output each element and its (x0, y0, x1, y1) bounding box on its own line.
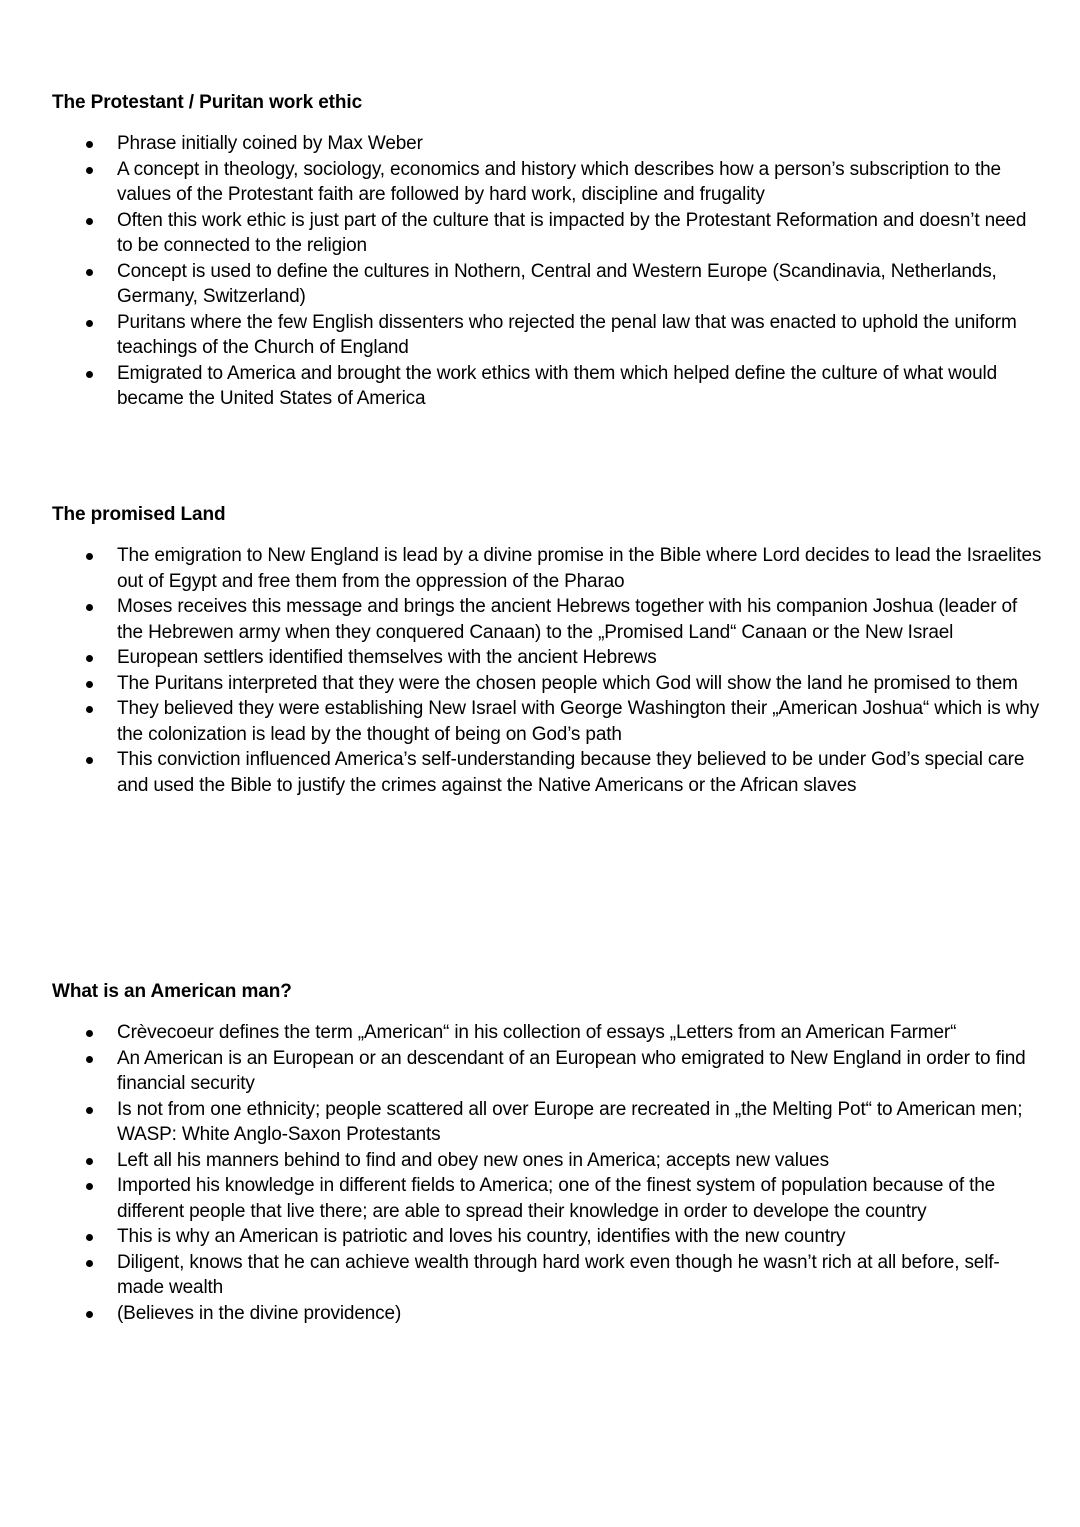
list-item: Left all his manners behind to find and obey new ones in America; accepts new values (52, 1148, 1042, 1174)
list-item: Diligent, knows that he can achieve wealth through hard work even though he wasn’t rich at all before, self-made wealth (52, 1250, 1042, 1301)
bullet-icon (86, 167, 93, 174)
list-item: This is why an American is patriotic and loves his country, identifies with the new country (52, 1224, 1042, 1250)
list-item: Concept is used to define the cultures in Nothern, Central and Western Europe (Scandinavia, Netherlands, Germany, Switzerland) (52, 259, 1042, 310)
list-item: European settlers identified themselves with the ancient Hebrews (52, 645, 1042, 671)
list-item: Is not from one ethnicity; people scattered all over Europe are recreated in „the Melting Pot“ to American men; WASP: White Anglo-Saxon Protestants (52, 1097, 1042, 1148)
bullet-icon (86, 1158, 93, 1165)
list-item: The emigration to New England is lead by a divine promise in the Bible where Lord decides to lead the Israelites out of Egypt and free them from the oppression of the Pharao (52, 543, 1042, 594)
list-item: Moses receives this message and brings the ancient Hebrews together with his companion Joshua (leader of the Hebrewen army when they conquered Canaan) to the „Promised Land“ Canaan or the New Israel (52, 594, 1042, 645)
bullet-icon (86, 1260, 93, 1267)
list-item: The Puritans interpreted that they were the chosen people which God will show the land he promised to them (52, 671, 1042, 697)
list-item: Phrase initially coined by Max Weber (52, 131, 1042, 157)
list-item: They believed they were establishing New Israel with George Washington their „American Joshua“ which is why the colonization is lead by the thought of being on God’s path (52, 696, 1042, 747)
section-protestant-work-ethic (52, 90, 1042, 412)
list-item: A concept in theology, sociology, economics and history which describes how a person’s subscription to the values of the Protestant faith are followed by hard work, discipline and frugality (52, 157, 1042, 208)
bullet-icon (86, 141, 93, 148)
list-item: An American is an European or an descendant of an European who emigrated to New England in order to find financial security (52, 1046, 1042, 1097)
section-heading: What is an American man? (52, 981, 292, 1002)
list-item: Often this work ethic is just part of the culture that is impacted by the Protestant Reformation and doesn’t need to be connected to the religion (52, 208, 1042, 259)
bullet-icon (86, 604, 93, 611)
bullet-icon (86, 655, 93, 662)
bullet-icon (86, 218, 93, 225)
section-heading: The promised Land (52, 504, 226, 525)
list-item: Emigrated to America and brought the work ethics with them which helped define the culture of what would became the United States of America (52, 361, 1042, 412)
bullet-list (52, 543, 1042, 798)
bullet-icon (86, 1234, 93, 1241)
section-american-man (52, 979, 1042, 1326)
list-item: Imported his knowledge in different fields to America; one of the finest system of population because of the different people that live there; are able to spread their knowledge in order to develope the country (52, 1173, 1042, 1224)
section-promised-land (52, 502, 1042, 798)
bullet-icon (86, 1183, 93, 1190)
bullet-list (52, 131, 1042, 412)
list-item: Puritans where the few English dissenters who rejected the penal law that was enacted to uphold the uniform teachings of the Church of England (52, 310, 1042, 361)
bullet-icon (86, 320, 93, 327)
bullet-icon (86, 1107, 93, 1114)
list-item: This conviction influenced America’s self-understanding because they believed to be under God’s special care and used the Bible to justify the crimes against the Native Americans or the African slaves (52, 747, 1042, 798)
bullet-icon (86, 1311, 93, 1318)
list-item: (Believes in the divine providence) (52, 1301, 1042, 1327)
bullet-icon (86, 681, 93, 688)
bullet-icon (86, 706, 93, 713)
bullet-icon (86, 1030, 93, 1037)
bullet-icon (86, 1056, 93, 1063)
list-item: Crèvecoeur defines the term „American“ in his collection of essays „Letters from an American Farmer“ (52, 1020, 1042, 1046)
bullet-icon (86, 757, 93, 764)
bullet-icon (86, 553, 93, 560)
bullet-list (52, 1020, 1042, 1326)
bullet-icon (86, 269, 93, 276)
bullet-icon (86, 371, 93, 378)
section-heading: The Protestant / Puritan work ethic (52, 92, 363, 113)
